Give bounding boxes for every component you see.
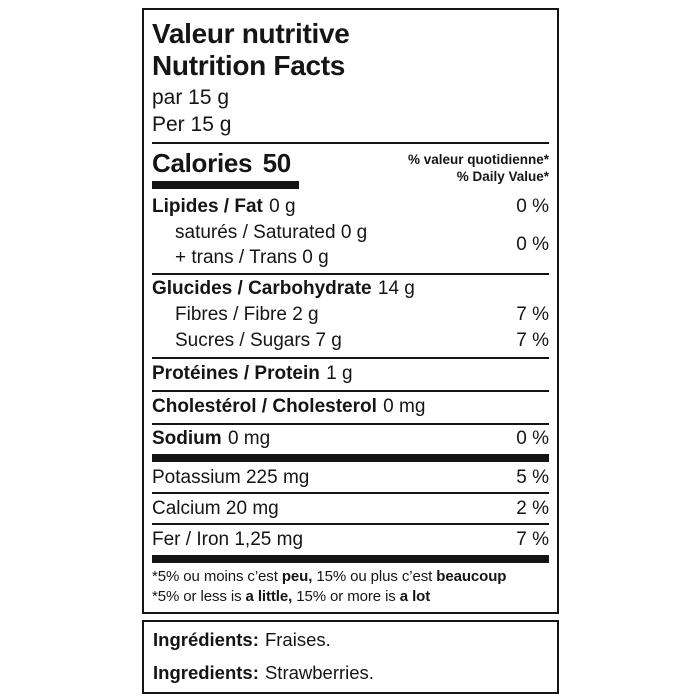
daily-value-header-fr: % valeur quotidienne* (407, 152, 549, 167)
daily-value-header (408, 151, 549, 189)
sugars-daily-value: 7 % (516, 330, 549, 351)
sodium-daily-value: 0 % (516, 428, 549, 449)
footnote-en-mid: 15% or more is (292, 588, 400, 605)
calories-title (152, 148, 299, 178)
footnote-en-bold-a-lot: a lot (399, 588, 431, 605)
potassium-row (152, 464, 549, 491)
serving-size-fr: par 15 g (152, 86, 230, 109)
carbohydrate-amount: 14 g (377, 278, 415, 299)
sodium-label: Sodium (152, 428, 222, 449)
iron-row (152, 526, 549, 553)
carbohydrate-label: Glucides / Carbohydrate (152, 278, 372, 299)
ingredients-value-en: Strawberries. (264, 662, 374, 683)
sodium-row (152, 426, 549, 452)
daily-value-header-en: % Daily Value* (456, 169, 549, 184)
fat-daily-value: 0 % (516, 196, 549, 217)
cholesterol-amount: 0 mg (383, 396, 426, 417)
protein-row (152, 360, 549, 387)
label-title-fr: Valeur nutritive (152, 18, 350, 49)
footnote-fr (152, 567, 549, 587)
saturated-trans-text (152, 220, 367, 270)
carbohydrate-row (152, 276, 549, 302)
divider (152, 390, 549, 392)
calcium-row (152, 495, 549, 522)
calories-label: Calories (152, 148, 253, 178)
thick-divider (152, 454, 549, 462)
fat-label: Lipides / Fat (152, 196, 263, 217)
footnote-en (152, 587, 549, 607)
footnote-fr-mid: 15% ou plus c’est (312, 568, 437, 585)
cholesterol-label: Cholestérol / Cholesterol (152, 396, 377, 417)
carbohydrate-text (152, 276, 415, 302)
saturated-trans-row (152, 220, 549, 270)
footnote-fr-bold-beaucoup: beaucoup (436, 568, 507, 585)
calcium-text: Calcium 20 mg (152, 498, 279, 519)
calories-block-left (152, 148, 299, 189)
fibre-text: Fibres / Fibre 2 g (175, 304, 319, 325)
cholesterol-row (152, 393, 549, 420)
ingredients-value-fr: Fraises. (264, 629, 331, 650)
calories-value: 50 (262, 148, 291, 178)
saturated-trans-daily-value: 0 % (516, 234, 549, 255)
footnote-fr-bold-peu: peu, (281, 568, 313, 585)
iron-daily-value: 7 % (516, 529, 549, 550)
fibre-daily-value: 7 % (516, 304, 549, 325)
saturated-line: saturés / Saturated 0 g (175, 222, 368, 243)
ingredients-label-en: Ingredients: (153, 662, 259, 683)
divider (152, 142, 549, 144)
divider (152, 423, 549, 425)
thick-divider (152, 555, 549, 563)
sugars-text: Sucres / Sugars 7 g (175, 330, 342, 351)
protein-label: Protéines / Protein (152, 363, 320, 384)
divider (152, 492, 549, 494)
fibre-row (152, 302, 549, 328)
ingredients-line-fr (153, 626, 548, 654)
footnote-fr-pre: *5% ou moins c’est (152, 568, 282, 585)
fat-text (152, 194, 296, 220)
footnote-en-bold-a-little: a little, (245, 588, 293, 605)
divider (152, 523, 549, 525)
divider (152, 273, 549, 275)
protein-amount: 1 g (326, 363, 353, 384)
potassium-text: Potassium 225 mg (152, 467, 310, 488)
serving-size-en: Per 15 g (152, 113, 232, 136)
calories-section (152, 148, 549, 189)
footnote-en-pre: *5% or less is (152, 588, 246, 605)
protein-text (152, 360, 353, 387)
fat-row (152, 194, 549, 220)
potassium-daily-value: 5 % (516, 467, 549, 488)
sodium-amount: 0 mg (227, 428, 271, 449)
calcium-daily-value: 2 % (516, 498, 549, 519)
ingredients-box (142, 620, 559, 694)
cholesterol-text (152, 393, 425, 420)
calories-underline-bar (152, 181, 299, 189)
sugars-row (152, 328, 549, 354)
nutrition-facts-label (142, 8, 559, 614)
label-title-en: Nutrition Facts (152, 50, 346, 81)
fat-amount: 0 g (269, 196, 296, 217)
ingredients-label-fr: Ingrédients: (153, 629, 259, 650)
iron-text: Fer / Iron 1,25 mg (152, 529, 304, 550)
divider (152, 357, 549, 359)
trans-line: + trans / Trans 0 g (175, 247, 329, 268)
ingredients-line-en (153, 659, 548, 687)
sodium-text (152, 426, 270, 452)
